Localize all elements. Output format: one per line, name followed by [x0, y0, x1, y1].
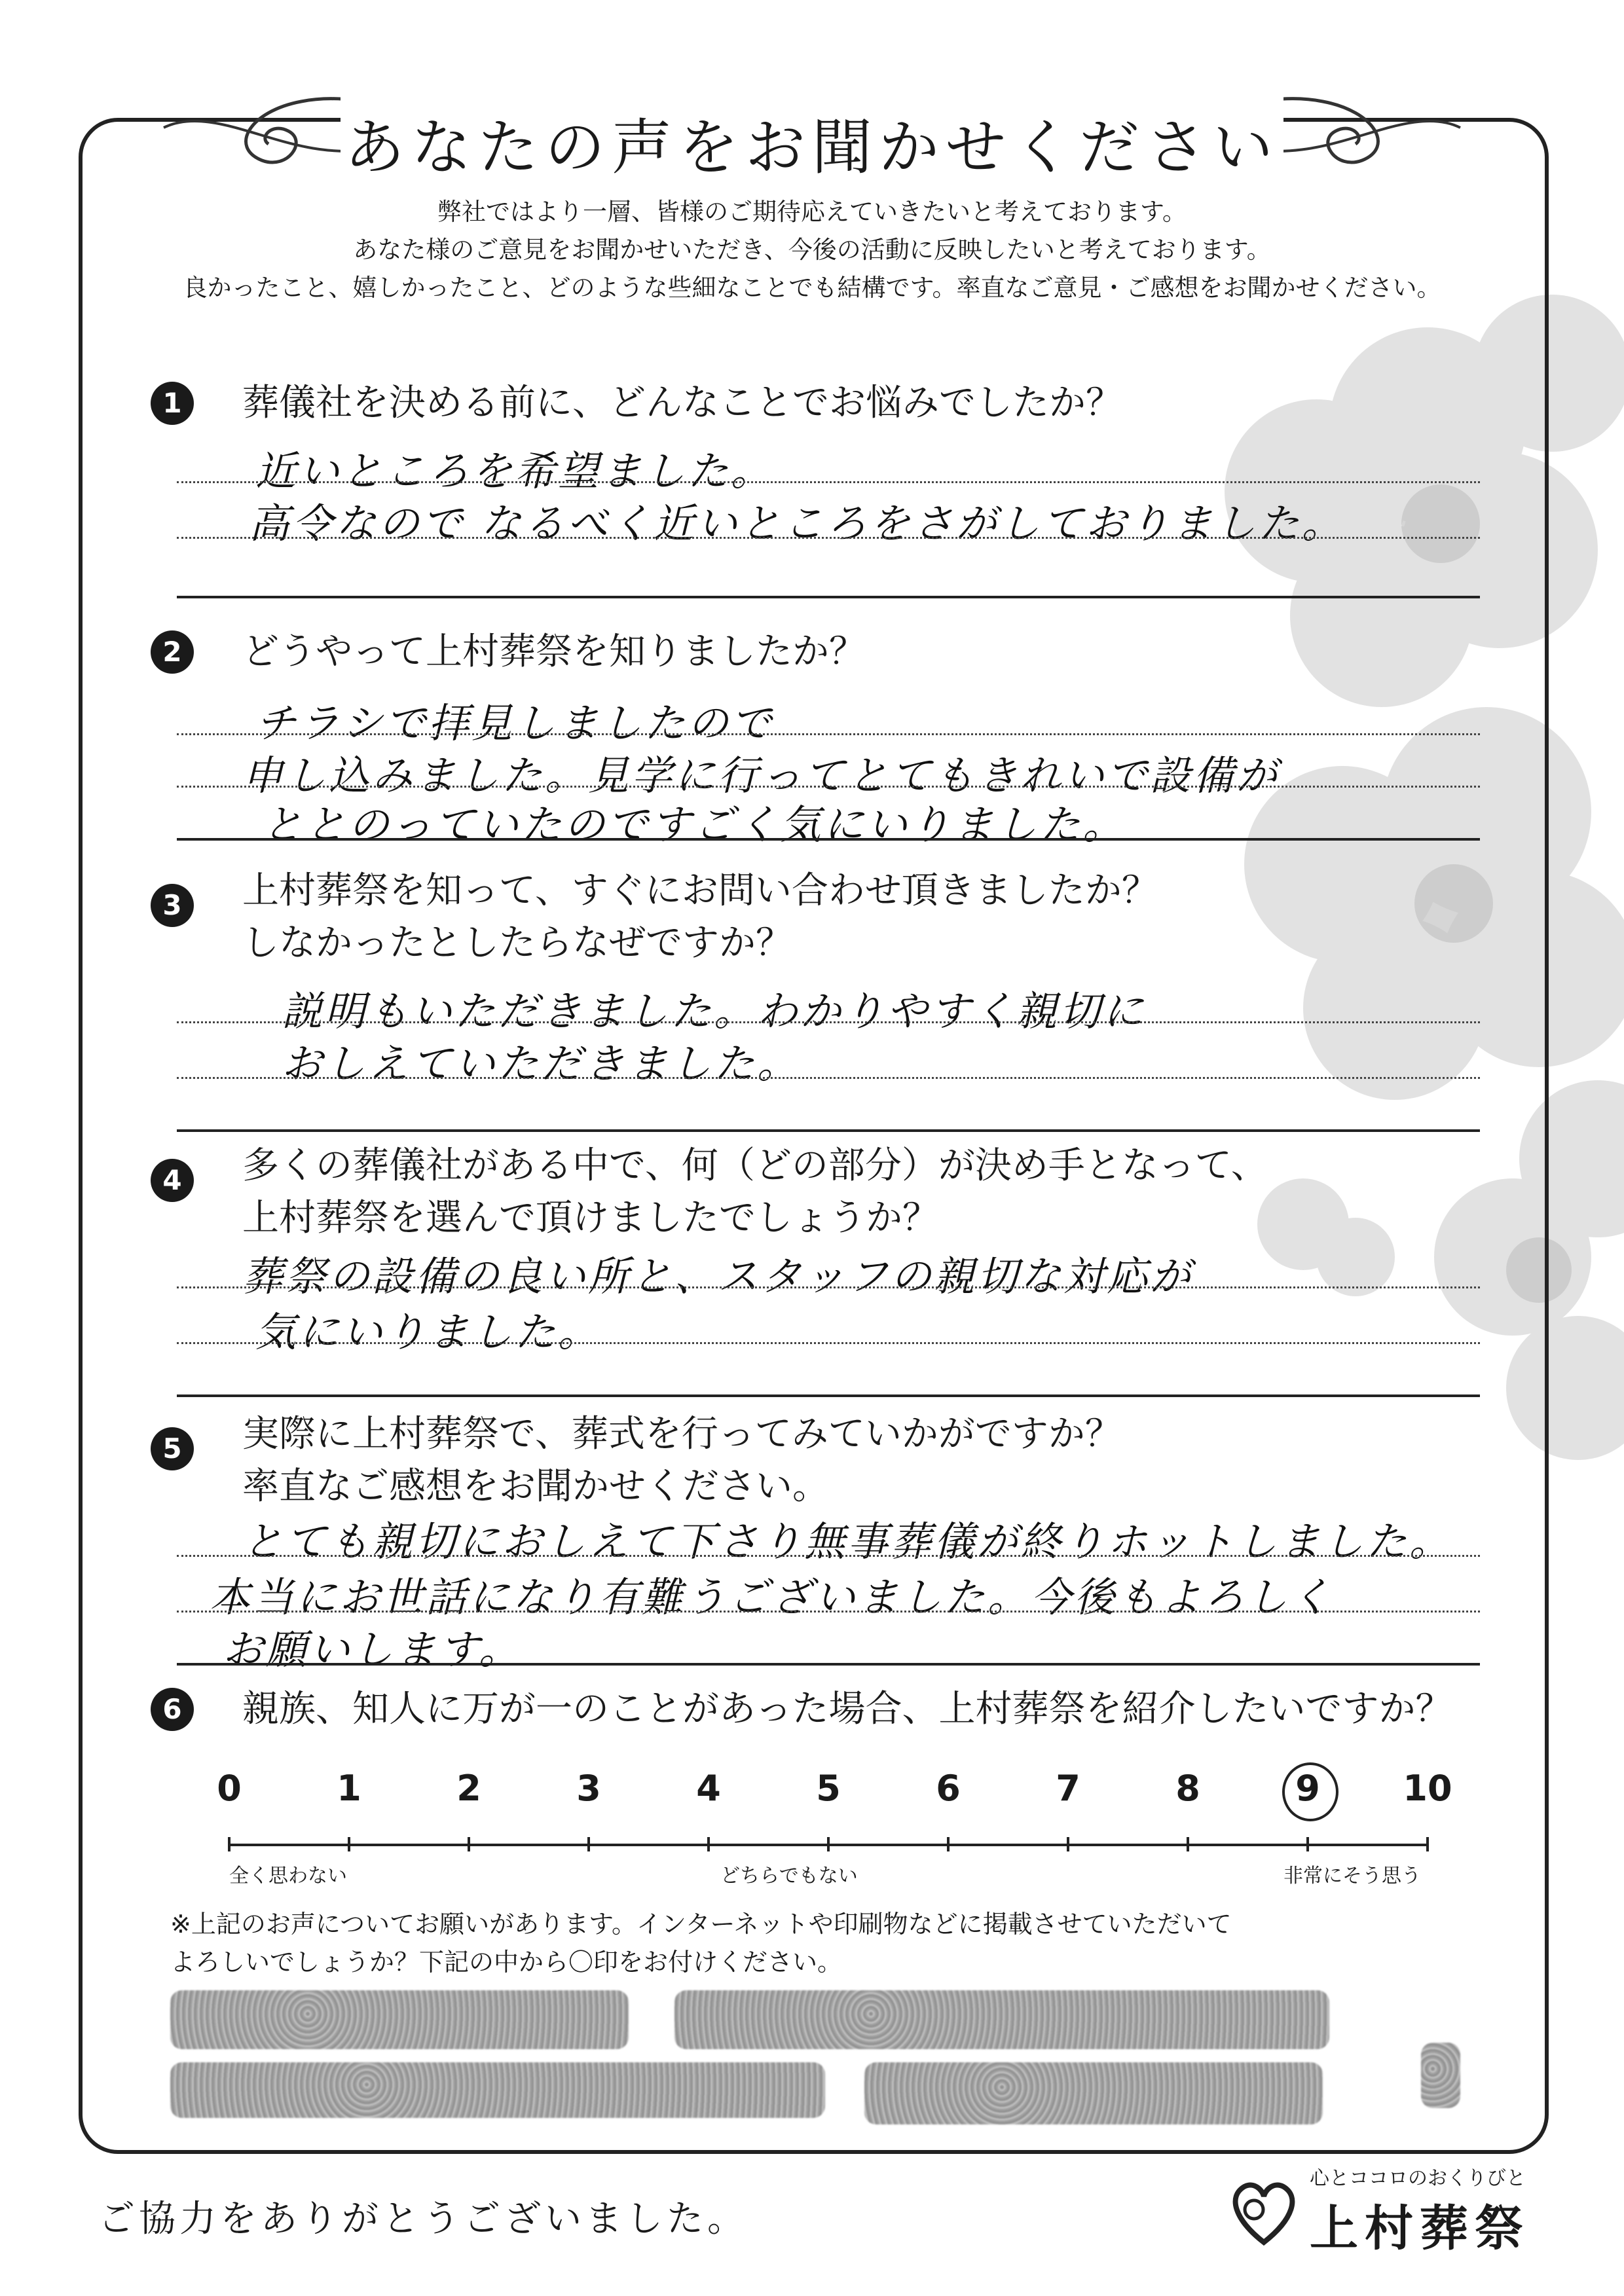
- scale-tick-label[interactable]: 10: [1403, 1768, 1452, 1809]
- scale-tick: [348, 1837, 350, 1851]
- handwritten-answer: チラシで拝見しましたので: [255, 699, 775, 747]
- answer-dotted-line: [177, 1342, 1480, 1344]
- question-text: 上村葬祭を選んで頂けましたでしょうか？: [242, 1197, 939, 1239]
- handwritten-answer: 葬祭の設備の良い所と、スタッフの親切な対応が: [242, 1252, 1194, 1300]
- handwritten-answer: 気にいりました。: [255, 1308, 602, 1356]
- scale-tick-label[interactable]: 7: [1056, 1768, 1080, 1809]
- scale-mid-label: どちらでもない: [720, 1865, 858, 1887]
- handwritten-answer: お願いします。: [223, 1626, 523, 1673]
- company-logo: [1211, 2160, 1530, 2259]
- answer-dotted-line: [177, 1077, 1480, 1079]
- handwritten-answer: 説明もいただきました。わかりやすく親切に: [282, 987, 1147, 1035]
- scale-tick-label[interactable]: 8: [1175, 1768, 1200, 1809]
- scale-right-label: 非常にそう思う: [1283, 1865, 1421, 1887]
- question-number-badge: 2: [151, 630, 194, 674]
- redacted-area: [674, 1990, 1329, 2049]
- scale-tick: [947, 1837, 950, 1851]
- handwritten-answer: 申し込みました。見学に行ってとてもきれいで設備が: [242, 752, 1280, 799]
- thanks-message: ご協力をありがとうございました。: [98, 2198, 748, 2240]
- section-divider: [177, 1129, 1480, 1132]
- question-number-badge: 6: [151, 1688, 194, 1731]
- handwritten-answer: 本当にお世話になり有難うございました。今後もよろしく: [210, 1573, 1334, 1621]
- page-title: あなたの声をお聞かせください: [344, 113, 1280, 183]
- scale-tick: [707, 1837, 710, 1851]
- scale-tick: [1306, 1837, 1309, 1851]
- scale-tick: [468, 1837, 470, 1851]
- intro-line: あなた様のご意見をお聞かせいただき、今後の活動に反映したいと考えております。: [353, 236, 1271, 264]
- redacted-area: [170, 1990, 629, 2049]
- note-line: ※上記のお声についてお願いがあります。インターネットや印刷物などに掲載させていただいて: [170, 1910, 1232, 1939]
- question-number-badge: 1: [151, 382, 194, 425]
- question-text: 率直なご感想をお聞かせください。: [242, 1465, 829, 1508]
- logo-tagline: 心とココロのおくりびと: [1310, 2167, 1526, 2190]
- note-line: よろしいでしょうか？下記の中から〇印をお付けください。: [170, 1948, 843, 1977]
- logo-name: 上村葬祭: [1310, 2200, 1530, 2257]
- answer-dotted-line: [177, 481, 1480, 483]
- section-divider: [177, 596, 1480, 598]
- question-text: 上村葬祭を知って、すぐにお問い合わせ頂きましたか？: [242, 869, 1158, 912]
- intro-text: [144, 193, 1480, 307]
- answer-dotted-line: [177, 1611, 1480, 1613]
- scale-tick-label[interactable]: 3: [576, 1768, 601, 1809]
- section-divider: [177, 838, 1480, 841]
- handwritten-answer: 近いところを希望ました。: [255, 447, 775, 495]
- answer-dotted-line: [177, 733, 1480, 735]
- answer-dotted-line: [177, 786, 1480, 788]
- scale-tick: [228, 1837, 231, 1851]
- heart-logo-icon: [1225, 2174, 1303, 2252]
- answer-dotted-line: [177, 1021, 1480, 1023]
- scale-tick: [1426, 1837, 1429, 1851]
- scale-tick-label[interactable]: 2: [456, 1768, 481, 1809]
- redacted-area: [864, 2062, 1323, 2124]
- publication-consent-note: [170, 1905, 1447, 1981]
- scale-tick: [1187, 1837, 1189, 1851]
- selected-circle-mark: [1282, 1762, 1338, 1821]
- scale-tick-label[interactable]: 9: [1295, 1768, 1320, 1809]
- question-text: 多くの葬儀社がある中で、何（どの部分）が決め手となって、: [242, 1144, 1268, 1187]
- scale-tick: [827, 1837, 830, 1851]
- intro-line: 良かったこと、嬉しかったこと、どのような些細なことでも結構です。率直なご意見・ご感想をお聞かせください。: [183, 274, 1441, 302]
- scale-tick-label[interactable]: 1: [337, 1768, 361, 1809]
- intro-line: 弊社ではより一層、皆様のご期待応えていきたいと考えております。: [437, 198, 1187, 226]
- rating-scale: [217, 1768, 1452, 1892]
- redacted-area: [170, 2062, 825, 2118]
- scale-tick: [1067, 1837, 1069, 1851]
- section-divider: [177, 1663, 1480, 1666]
- answer-dotted-line: [177, 537, 1480, 539]
- scale-tick-label[interactable]: 5: [816, 1768, 841, 1809]
- question-number-badge: 3: [151, 884, 194, 927]
- scale-left-label: 全く思わない: [229, 1865, 347, 1887]
- question-text: 葬儀社を決める前に、どんなことでお悩みでしたか？: [242, 382, 1122, 424]
- question-text: 実際に上村葬祭で、葬式を行ってみていかがですか？: [242, 1413, 1122, 1455]
- answer-dotted-line: [177, 1286, 1480, 1288]
- handwritten-answer: ととのっていたのですごく気にいりました。: [262, 801, 1126, 848]
- scale-tick-label[interactable]: 0: [217, 1768, 242, 1809]
- question-text: しなかったとしたらなぜですか？: [242, 922, 792, 964]
- redacted-area: [1421, 2043, 1460, 2108]
- scale-tick-label[interactable]: 4: [696, 1768, 721, 1809]
- answer-dotted-line: [177, 1555, 1480, 1557]
- section-divider: [177, 1394, 1480, 1397]
- question-number-badge: 5: [151, 1427, 194, 1470]
- handwritten-answer: とても親切におしえて下さり無事葬儀が終りホットしました。: [242, 1518, 1453, 1565]
- title-banner: [341, 85, 1283, 183]
- question-number-badge: 4: [151, 1159, 194, 1202]
- question-text: 親族、知人に万が一のことがあった場合、上村葬祭を紹介したいですか？: [242, 1688, 1452, 1730]
- question-text: どうやって上村葬祭を知りましたか？: [242, 630, 866, 673]
- scale-tick: [587, 1837, 590, 1851]
- scale-tick-label[interactable]: 6: [936, 1768, 961, 1809]
- handwritten-answer: おしえていただきました。: [282, 1040, 801, 1087]
- handwritten-answer: 高令なので なるべく近いところをさがしておりました。: [249, 500, 1345, 547]
